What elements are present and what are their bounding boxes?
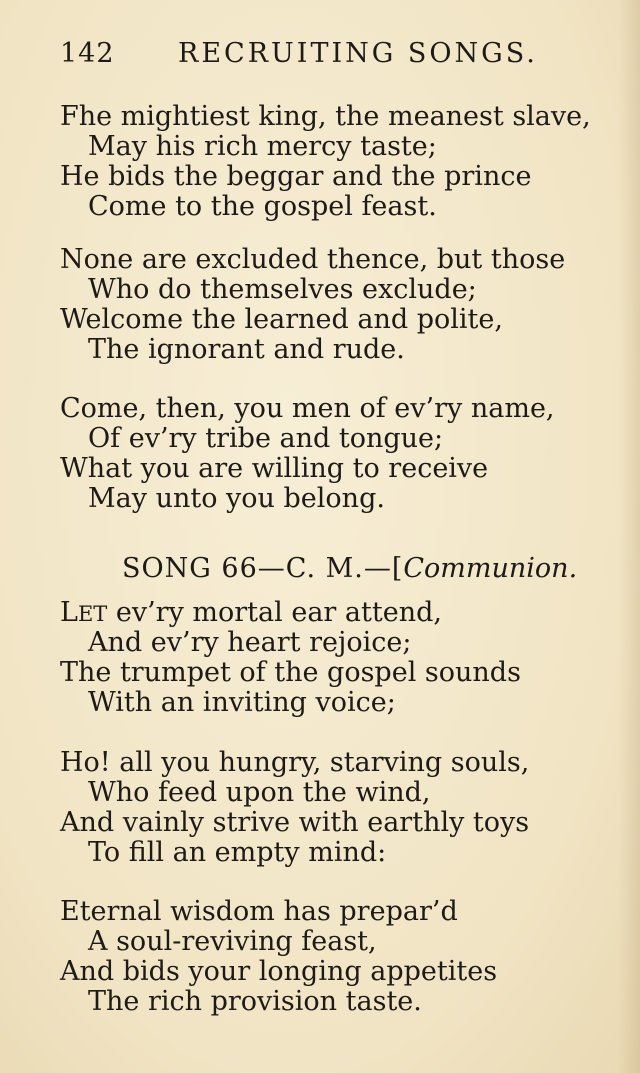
verse-line: A soul-reviving feast, xyxy=(88,926,377,957)
verse-line: And bids your longing appetites xyxy=(60,956,498,987)
verse-line: With an inviting voice; xyxy=(88,687,396,718)
song-heading-text: SONG 66—C. M.—[ xyxy=(122,553,404,584)
verse-line: Welcome the learned and polite, xyxy=(60,304,503,335)
verse-line: May his rich mercy taste; xyxy=(88,131,437,162)
verse-line-first xyxy=(60,598,442,629)
song-occasion: Communion. xyxy=(403,553,578,584)
song-heading xyxy=(122,553,577,584)
verse-line: The ignorant and rude. xyxy=(88,334,405,365)
verse-line: The rich provision taste. xyxy=(88,986,422,1017)
verse-line: He bids the beggar and the prince xyxy=(60,161,532,192)
page-number: 142 xyxy=(60,38,115,69)
running-title: RECRUITING SONGS. xyxy=(178,38,538,69)
verse-line: Who feed upon the wind, xyxy=(88,777,431,808)
small-caps: ET xyxy=(77,602,108,626)
initial-capital: L xyxy=(60,597,78,628)
verse-line: Fhe mightiest king, the meanest slave, xyxy=(60,101,591,132)
verse-line: And vainly strive with earthly toys xyxy=(60,807,530,838)
verse-line: To fill an empty mind: xyxy=(88,837,387,868)
verse-line: And ev’ry heart rejoice; xyxy=(88,627,412,658)
verse-line: Come, then, you men of ev’ry name, xyxy=(60,393,555,424)
page-header xyxy=(60,38,540,78)
verse-line: Who do themselves exclude; xyxy=(88,274,477,305)
verse-line: Ho! all you hungry, starving souls, xyxy=(60,747,530,778)
verse-line: Of ev’ry tribe and tongue; xyxy=(88,423,444,454)
verse-line: Come to the gospel feast. xyxy=(88,191,437,222)
verse-line: The trumpet of the gospel sounds xyxy=(60,657,521,688)
first-line-text: ev’ry mortal ear attend, xyxy=(107,597,442,628)
verse-line: None are excluded thence, but those xyxy=(60,244,566,275)
verse-line: May unto you belong. xyxy=(88,483,385,514)
verse-line: What you are willing to receive xyxy=(60,453,489,484)
verse-line: Eternal wisdom has prepar’d xyxy=(60,896,458,927)
page-edge-shadow xyxy=(618,0,640,1073)
